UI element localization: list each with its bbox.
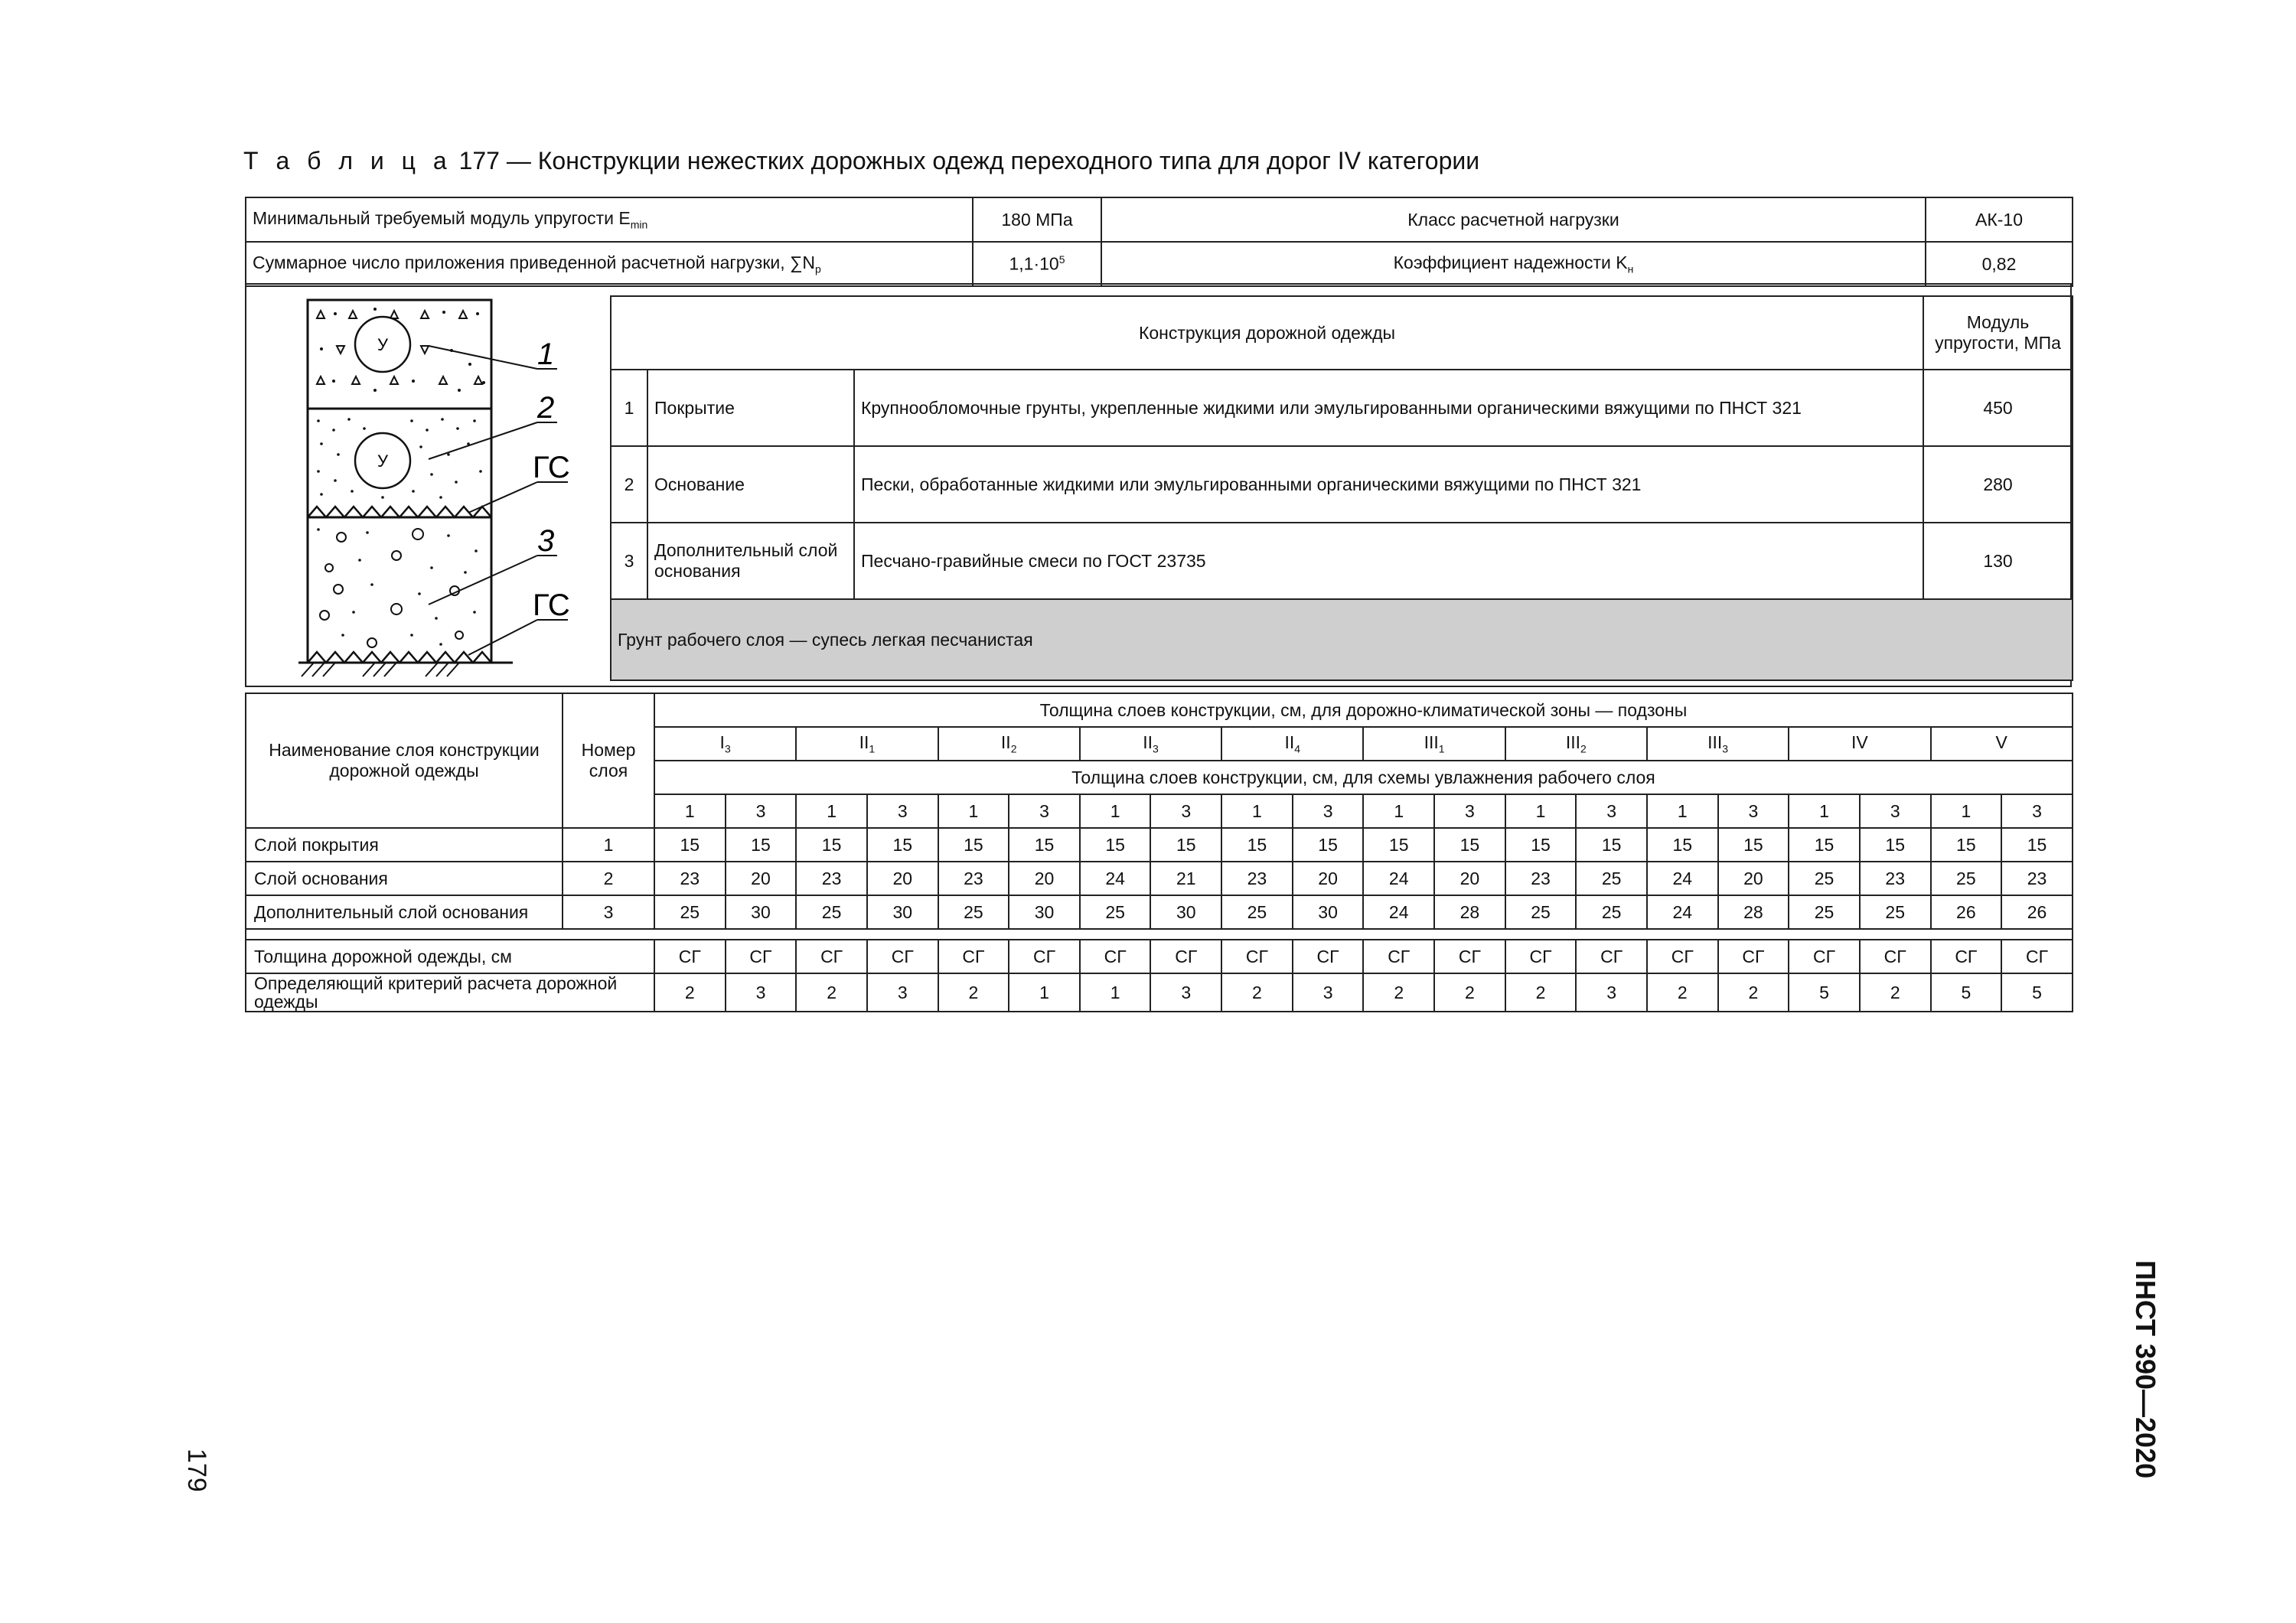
zone-subzone: 3	[724, 742, 731, 755]
page-number: 179	[182, 1449, 211, 1492]
zone-subzone: 2	[1010, 742, 1017, 755]
thickness-value-cell: 15	[2001, 828, 2073, 862]
sum-load-value: $1,1\cdot 10^5$	[973, 242, 1101, 286]
zone-cell	[654, 727, 796, 761]
ground-hatching	[302, 663, 459, 676]
construction-row-name: Дополнительный слой основания	[647, 523, 854, 599]
geotextile-zigzag-1	[308, 507, 491, 517]
layer-name-cell: Дополнительный слой основания	[246, 895, 563, 929]
criterion-cell: 2	[1221, 973, 1293, 1012]
zone-label: III	[1707, 732, 1723, 753]
criterion-cell: 1	[1009, 973, 1080, 1012]
zone-subzone: 1	[869, 742, 876, 755]
thickness-value-cell: 15	[867, 828, 938, 862]
zone-cell	[796, 727, 938, 761]
construction-row-modulus: 450	[1923, 370, 2073, 446]
thickness-value-cell: 20	[1293, 862, 1364, 895]
thickness-value-cell: 15	[796, 828, 867, 862]
table-title	[243, 147, 1479, 175]
zone-label: II	[1284, 732, 1295, 753]
total-thickness-cell: СГ	[2001, 940, 2073, 973]
thickness-value-cell: 25	[1789, 895, 1860, 929]
total-thickness-cell: СГ	[938, 940, 1009, 973]
criterion-cell: 3	[867, 973, 938, 1012]
layer-number-cell: 2	[563, 862, 654, 895]
total-thickness-cell: СГ	[1647, 940, 1718, 973]
moisture-scheme-cell: 3	[1434, 794, 1505, 828]
zone-subzone: 3	[1722, 742, 1729, 755]
thickness-value-cell: 24	[1080, 862, 1151, 895]
zone-cell	[1931, 727, 2073, 761]
moisture-scheme-cell: 1	[938, 794, 1009, 828]
criterion-cell: 2	[654, 973, 726, 1012]
zone-label: I	[719, 732, 725, 753]
modulus-header: Модуль упругости, МПа	[1923, 296, 2073, 370]
zone-subzone: 2	[1580, 742, 1587, 755]
zone-cell	[1647, 727, 1789, 761]
construction-row-name: Основание	[647, 446, 854, 523]
load-class-label: Класс расчетной нагрузки	[1101, 197, 1926, 242]
thickness-value-cell: 30	[1009, 895, 1080, 929]
thickness-value-cell: 23	[1221, 862, 1293, 895]
zone-cell	[938, 727, 1080, 761]
criterion-cell: 2	[1363, 973, 1434, 1012]
total-thickness-cell: СГ	[1221, 940, 1293, 973]
thickness-value-cell: 15	[1647, 828, 1718, 862]
total-thickness-cell: СГ	[1718, 940, 1789, 973]
moisture-scheme-cell: 3	[1150, 794, 1221, 828]
criterion-cell: 3	[1293, 973, 1364, 1012]
thickness-value-cell: 30	[867, 895, 938, 929]
criterion-cell: 2	[1718, 973, 1789, 1012]
moisture-scheme-cell: 1	[654, 794, 726, 828]
thickness-value-cell: 28	[1718, 895, 1789, 929]
construction-row-material: Песчано-гравийные смеси по ГОСТ 23735	[854, 523, 1923, 599]
thickness-value-cell: 15	[1931, 828, 2002, 862]
thickness-value-cell: 15	[1363, 828, 1434, 862]
moisture-scheme-cell: 1	[1080, 794, 1151, 828]
thickness-value-cell: 25	[1860, 895, 1931, 929]
moisture-scheme-cell: 1	[1647, 794, 1718, 828]
load-class-value: АК-10	[1926, 197, 2073, 242]
thickness-value-cell: 23	[1860, 862, 1931, 895]
thickness-value-cell: 15	[1009, 828, 1080, 862]
criterion-cell: 3	[1150, 973, 1221, 1012]
thickness-value-cell: 20	[1009, 862, 1080, 895]
thickness-value-cell: 30	[726, 895, 797, 929]
moisture-scheme-cell: 3	[1009, 794, 1080, 828]
thickness-value-cell: 15	[1718, 828, 1789, 862]
moisture-scheme-cell: 3	[726, 794, 797, 828]
total-thickness-cell: СГ	[1363, 940, 1434, 973]
construction-row-material: Пески, обработанные жидкими или эмульгированными органическими вяжущими по ПНСТ 321	[854, 446, 1923, 523]
moisture-scheme-cell: 3	[1293, 794, 1364, 828]
total-thickness-cell: СГ	[1931, 940, 2002, 973]
thickness-value-cell: 25	[1080, 895, 1151, 929]
moisture-scheme-cell: 1	[1931, 794, 2002, 828]
parameters-table	[245, 197, 2073, 287]
thickness-value-cell: 25	[1576, 862, 1647, 895]
label-layer-2: 2	[537, 391, 555, 425]
thickness-value-cell: 15	[1505, 828, 1577, 862]
thickness-value-cell: 20	[867, 862, 938, 895]
geotextile-zigzag-2	[308, 652, 491, 663]
zone-header: Толщина слоев конструкции, см, для дорожно-климатической зоны — подзоны	[654, 693, 2073, 727]
thickness-value-cell: 26	[2001, 895, 2073, 929]
criterion-cell: 2	[938, 973, 1009, 1012]
total-thickness-label: Толщина дорожной одежды, см	[246, 940, 654, 973]
moisture-header: Толщина слоев конструкции, см, для схемы увлажнения рабочего слоя	[654, 761, 2073, 794]
label-gs-1: ГС	[533, 451, 570, 484]
construction-header: Конструкция дорожной одежды	[611, 296, 1923, 370]
thickness-value-cell: 15	[1576, 828, 1647, 862]
construction-row-num: 2	[611, 446, 647, 523]
thickness-value-cell: 28	[1434, 895, 1505, 929]
binder-circle-1-label: У	[377, 335, 388, 354]
thickness-value-cell: 25	[1221, 895, 1293, 929]
moisture-scheme-cell: 3	[2001, 794, 2073, 828]
total-thickness-cell: СГ	[1150, 940, 1221, 973]
total-thickness-cell: СГ	[726, 940, 797, 973]
layer-number-header: Номер слоя	[563, 693, 654, 828]
construction-table	[610, 295, 2073, 681]
thickness-value-cell: 25	[796, 895, 867, 929]
criterion-cell: 5	[1931, 973, 2002, 1012]
reliability-label: Коэффициент надежности $K_н$	[1101, 242, 1926, 286]
construction-row-modulus: 280	[1923, 446, 2073, 523]
zone-cell	[1221, 727, 1363, 761]
label-layer-1: 1	[537, 337, 555, 371]
thickness-value-cell: 23	[654, 862, 726, 895]
thickness-value-cell: 15	[1789, 828, 1860, 862]
thickness-value-cell: 15	[1150, 828, 1221, 862]
thickness-value-cell: 25	[1789, 862, 1860, 895]
total-thickness-cell: СГ	[1009, 940, 1080, 973]
table-title-text: 177 — Конструкции нежестких дорожных одежд переходного типа для дорог IV категории	[458, 147, 1480, 174]
thickness-value-cell: 15	[1860, 828, 1931, 862]
total-thickness-cell: СГ	[796, 940, 867, 973]
min-modulus-value: 180 МПа	[973, 197, 1101, 242]
layer-name-header: Наименование слоя конструкции дорожной одежды	[246, 693, 563, 828]
thickness-value-cell: 24	[1647, 862, 1718, 895]
layer-number-cell: 3	[563, 895, 654, 929]
moisture-scheme-cell: 1	[1789, 794, 1860, 828]
thickness-value-cell: 25	[1931, 862, 2002, 895]
total-thickness-cell: СГ	[1293, 940, 1364, 973]
moisture-scheme-cell: 3	[867, 794, 938, 828]
total-thickness-cell: СГ	[1080, 940, 1151, 973]
construction-row-material: Крупнообломочные грунты, укрепленные жидкими или эмульгированными органическими вяжущими по ПНСТ 321	[854, 370, 1923, 446]
thickness-value-cell: 25	[654, 895, 726, 929]
label-gs-2: ГС	[533, 588, 570, 622]
zone-subzone: 3	[1152, 742, 1159, 755]
thickness-value-cell: 26	[1931, 895, 2002, 929]
thickness-value-cell: 15	[1080, 828, 1151, 862]
thickness-value-cell: 23	[2001, 862, 2073, 895]
construction-row-num: 1	[611, 370, 647, 446]
thickness-value-cell: 23	[938, 862, 1009, 895]
thickness-value-cell: 15	[726, 828, 797, 862]
thickness-value-cell: 20	[1434, 862, 1505, 895]
zone-cell	[1505, 727, 1647, 761]
binder-circle-2-label: У	[377, 451, 388, 471]
construction-row-num: 3	[611, 523, 647, 599]
criterion-cell: 5	[1789, 973, 1860, 1012]
zone-subzone: 4	[1294, 742, 1301, 755]
layer-name-cell: Слой покрытия	[246, 828, 563, 862]
construction-row-name: Покрытие	[647, 370, 854, 446]
total-thickness-cell: СГ	[867, 940, 938, 973]
zone-cell	[1363, 727, 1505, 761]
thickness-value-cell: 20	[726, 862, 797, 895]
zone-label: II	[1143, 732, 1153, 753]
thickness-value-cell: 15	[654, 828, 726, 862]
thickness-value-cell: 23	[796, 862, 867, 895]
criterion-cell: 2	[1647, 973, 1718, 1012]
total-thickness-cell: СГ	[1576, 940, 1647, 973]
layer-diagram	[268, 291, 589, 681]
gravel-circles-pattern	[320, 529, 463, 647]
layer-3-box	[308, 517, 491, 663]
criterion-cell: 5	[2001, 973, 2073, 1012]
zone-cell	[1080, 727, 1221, 761]
thickness-value-cell: 30	[1293, 895, 1364, 929]
zone-subzone: 1	[1438, 742, 1445, 755]
thickness-value-cell: 24	[1363, 862, 1434, 895]
zone-label: II	[859, 732, 869, 753]
layer-number-cell: 1	[563, 828, 654, 862]
document-id: ПНСТ 390—2020	[2130, 1260, 2161, 1479]
thickness-value-cell: 15	[1221, 828, 1293, 862]
thickness-value-cell: 24	[1647, 895, 1718, 929]
moisture-scheme-cell: 1	[1221, 794, 1293, 828]
total-thickness-cell: СГ	[1505, 940, 1577, 973]
criterion-cell: 2	[796, 973, 867, 1012]
thickness-value-cell: 15	[1434, 828, 1505, 862]
total-thickness-cell: СГ	[654, 940, 726, 973]
zone-label: III	[1565, 732, 1581, 753]
soil-row: Грунт рабочего слоя — супесь легкая песчанистая	[611, 599, 2073, 680]
reliability-value: 0,82	[1926, 242, 2073, 286]
layer-name-cell: Слой основания	[246, 862, 563, 895]
thickness-value-cell: 24	[1363, 895, 1434, 929]
thickness-value-cell: 21	[1150, 862, 1221, 895]
zone-label: II	[1000, 732, 1011, 753]
criterion-cell: 1	[1080, 973, 1151, 1012]
table-title-prefix: Т а б л и ц а	[243, 147, 452, 174]
thickness-table	[245, 693, 2073, 1012]
sum-load-label: Суммарное число приложения приведенной расчетной нагрузки, $\sum N_р$	[246, 242, 973, 286]
criterion-cell: 2	[1860, 973, 1931, 1012]
moisture-scheme-cell: 3	[1576, 794, 1647, 828]
thickness-value-cell: 23	[1505, 862, 1577, 895]
total-thickness-cell: СГ	[1789, 940, 1860, 973]
criterion-cell: 2	[1434, 973, 1505, 1012]
moisture-scheme-cell: 3	[1860, 794, 1931, 828]
thickness-value-cell: 25	[938, 895, 1009, 929]
zone-label: III	[1424, 732, 1439, 753]
construction-row-modulus: 130	[1923, 523, 2073, 599]
zone-cell	[1789, 727, 1930, 761]
moisture-scheme-cell: 1	[796, 794, 867, 828]
zone-label: IV	[1851, 732, 1868, 753]
thickness-value-cell: 15	[938, 828, 1009, 862]
thickness-value-cell: 25	[1576, 895, 1647, 929]
criterion-cell: 3	[726, 973, 797, 1012]
label-layer-3: 3	[537, 524, 555, 558]
table-gap	[246, 929, 2073, 940]
thickness-value-cell: 30	[1150, 895, 1221, 929]
criterion-cell: 3	[1576, 973, 1647, 1012]
criterion-cell: 2	[1505, 973, 1577, 1012]
moisture-scheme-cell: 1	[1363, 794, 1434, 828]
criterion-label: Определяющий критерий расчета дорожной одежды	[246, 973, 654, 1012]
zone-label: V	[1995, 732, 2007, 753]
thickness-value-cell: 25	[1505, 895, 1577, 929]
thickness-value-cell: 20	[1718, 862, 1789, 895]
moisture-scheme-cell: 3	[1718, 794, 1789, 828]
moisture-scheme-cell: 1	[1505, 794, 1577, 828]
total-thickness-cell: СГ	[1434, 940, 1505, 973]
thickness-value-cell: 15	[1293, 828, 1364, 862]
total-thickness-cell: СГ	[1860, 940, 1931, 973]
min-modulus-label: Минимальный требуемый модуль упругости $E_{min}$	[246, 197, 973, 242]
